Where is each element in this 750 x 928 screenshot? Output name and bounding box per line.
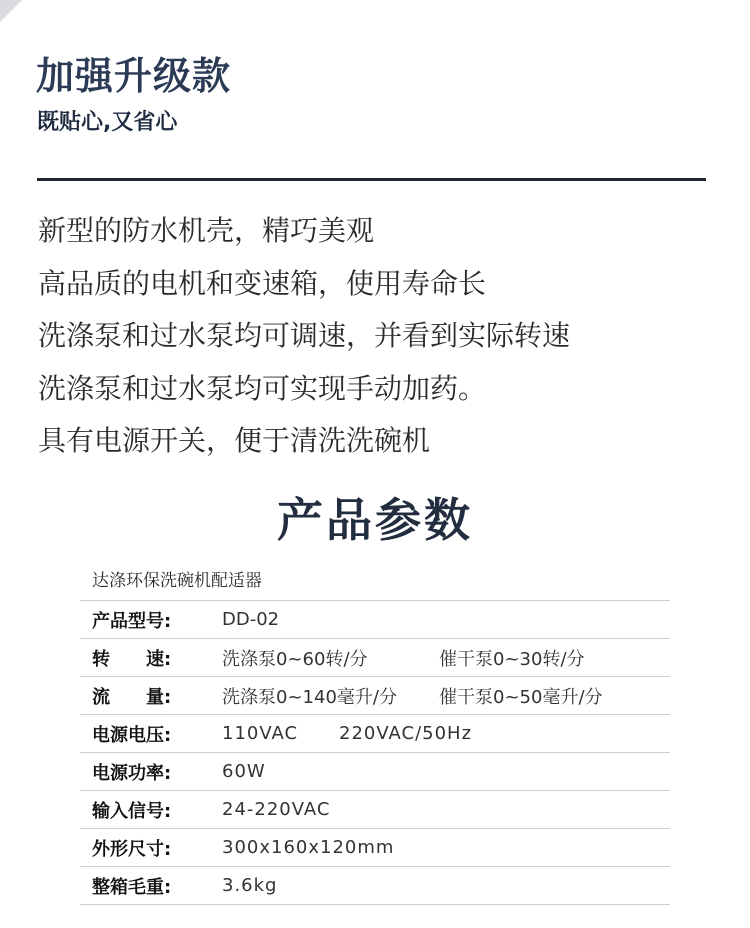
spec-label: 整箱毛重: [92,876,172,898]
spec-row-voltage [80,715,670,753]
corner-decoration [0,0,22,22]
spec-label: 电源功率: [92,762,172,784]
spec-label: 外形尺寸: [92,838,172,860]
spec-row-dimensions [80,829,670,867]
spec-value-secondary: 催干泵0~50毫升/分 [439,686,603,708]
spec-row-speed [80,639,670,677]
spec-row-model [80,601,670,639]
spec-label: 产品型号: [92,610,172,632]
spec-label: 流 量: [92,686,172,708]
spec-label: 电源电压: [92,724,172,746]
spec-table [80,600,670,905]
feature-item: 洗涤泵和过水泵均可实现手动加药。 [38,371,487,405]
spec-value: 3.6kg [222,875,278,896]
divider [37,178,706,181]
spec-value-secondary: 220VAC/50Hz [339,723,473,744]
spec-row-input-signal [80,791,670,829]
spec-value: 洗涤泵0~140毫升/分 [222,686,397,708]
section-title: 产品参数 [277,493,473,547]
spec-label: 输入信号: [92,800,172,822]
spec-value: 24-220VAC [222,799,331,820]
spec-row-power [80,753,670,791]
feature-item: 洗涤泵和过水泵均可调速，并看到实际转速 [38,319,571,352]
feature-item: 具有电源开关，便于清洗洗碗机 [38,424,431,457]
spec-value: DD-02 [222,609,280,630]
spec-row-weight [80,867,670,905]
spec-row-flow [80,677,670,715]
feature-list [38,205,728,468]
spec-value: 110VAC [222,723,299,744]
spec-value-secondary: 催干泵0~30转/分 [439,648,585,670]
feature-item: 高品质的电机和变速箱，使用寿命长 [38,266,487,300]
spec-value: 60W [222,761,266,782]
spec-label: 转 速: [92,648,172,670]
spec-value: 300x160x120mm [222,837,395,858]
page-title: 加强升级款 [36,54,232,98]
product-caption: 达涤环保洗碗机配适器 [92,571,262,591]
spec-value: 洗涤泵0~60转/分 [222,648,368,670]
feature-item: 新型的防水机壳，精巧美观 [38,214,375,247]
page-subtitle: 既贴心,又省心 [37,110,178,135]
